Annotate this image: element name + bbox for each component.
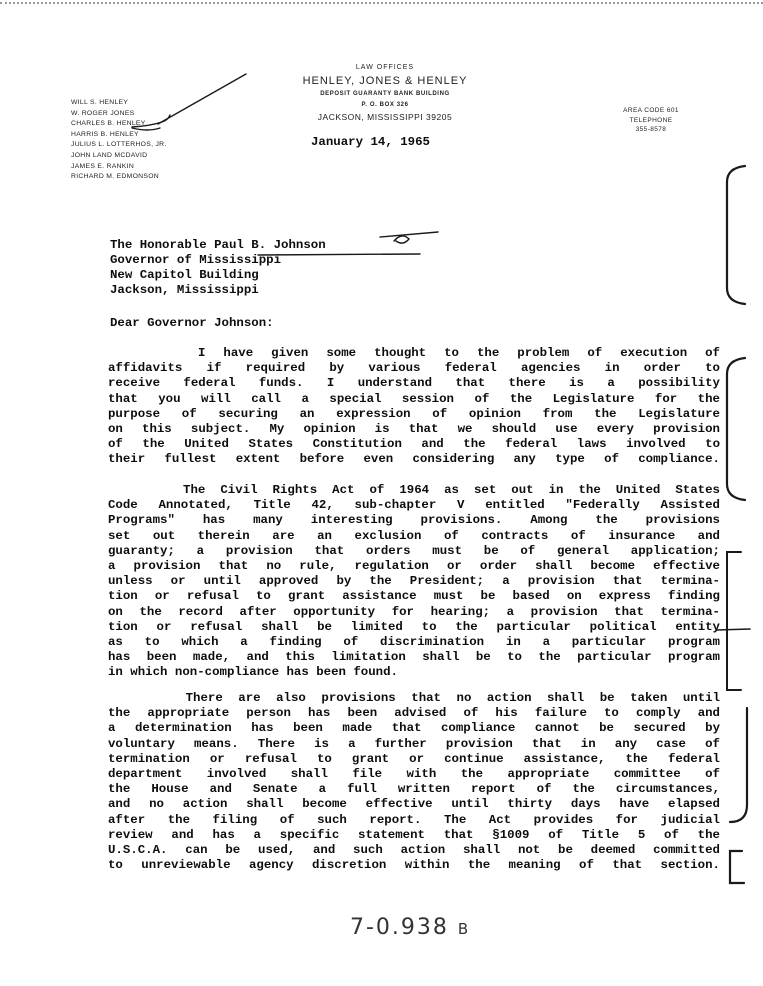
firm-contact bbox=[606, 106, 696, 135]
area-code: AREA CODE 601 bbox=[623, 107, 679, 114]
signature-flourish bbox=[380, 232, 438, 237]
text-line: set out therein are an exclusion of contracts of insurance and bbox=[108, 528, 720, 543]
partner-name: RICHARD M. EDMONSON bbox=[71, 173, 160, 181]
margin-bracket-2 bbox=[727, 358, 745, 500]
text-line: of the United States Constitution and the federal laws involved to bbox=[108, 437, 720, 452]
partner-name: JULIUS L. LOTTERHOS, JR. bbox=[71, 141, 167, 149]
text-line: that you will call a special session of the Legislature for the bbox=[108, 391, 720, 406]
partner-name: W. ROGER JONES bbox=[71, 109, 135, 117]
text-line: unless or until approved by the President; a provision that termina- bbox=[108, 574, 720, 589]
text-line: purpose of securing an expression of opinion from the Legislature bbox=[108, 406, 720, 421]
firm-city: JACKSON, MISSISSIPPI 39205 bbox=[317, 112, 453, 122]
telephone-number: 355-8578 bbox=[635, 126, 667, 133]
po-box: P. O. BOX 326 bbox=[361, 102, 409, 108]
addressee-block bbox=[110, 238, 326, 298]
text-line: in which non-compliance has been found. bbox=[108, 665, 398, 680]
partner-name: HARRIS B. HENLEY bbox=[71, 130, 139, 138]
text-line: guaranty; a provision that orders must be of general application; bbox=[108, 543, 720, 558]
text-line: to unreviewable agency discretion within the meaning of that section. bbox=[108, 858, 720, 873]
text-line: on this subject. My opinion is that we should use every provision bbox=[108, 422, 720, 437]
pen-stroke-mark bbox=[158, 74, 246, 124]
handwritten-document-number bbox=[350, 915, 470, 940]
text-line: There are also provisions that no action shall be taken until bbox=[108, 691, 720, 705]
paragraph-1 bbox=[108, 346, 720, 468]
partner-name: JOHN LAND MCDAVID bbox=[71, 151, 148, 159]
text-line: a determination has been made that compliance cannot be secured by bbox=[108, 721, 720, 736]
telephone-label: TELEPHONE bbox=[629, 116, 673, 124]
text-line: Code Annotated, Title 42, sub-chapter V entitled "Federally Assisted bbox=[108, 498, 720, 513]
firm-name: HENLEY, JONES & HENLEY bbox=[302, 75, 468, 87]
margin-bracket-1 bbox=[727, 166, 745, 304]
text-line: as to which a finding of discrimination in a particular program bbox=[108, 635, 720, 650]
addressee-line: Governor of Mississippi bbox=[110, 253, 282, 267]
text-line: tion or refusal to grant assistance must be based on express finding bbox=[108, 589, 720, 604]
partner-name: WILL S. HENLEY bbox=[71, 99, 129, 106]
margin-bracket-3 bbox=[727, 552, 741, 690]
text-line: and no action shall become effective until thirty days have elapsed bbox=[108, 797, 720, 812]
letter-date: January 14, 1965 bbox=[311, 135, 430, 149]
partner-list bbox=[71, 98, 167, 183]
margin-tick-mark bbox=[717, 629, 750, 630]
document-number: 7-0.938 bbox=[350, 915, 449, 940]
text-line: The Civil Rights Act of 1964 as set out in the United States bbox=[108, 483, 720, 497]
document-suffix: B bbox=[457, 920, 471, 938]
text-line: Programs" has many interesting provisions. Among the provisions bbox=[108, 513, 720, 528]
margin-bracket-4 bbox=[730, 708, 747, 822]
addressee-line: New Capitol Building bbox=[110, 268, 259, 282]
text-line: tion or refusal shall be limited to the particular political entity bbox=[108, 619, 720, 634]
text-line: the appropriate person has been advised of his failure to comply and bbox=[108, 706, 720, 721]
text-line: a provision that no rule, regulation or order shall become effective bbox=[108, 559, 720, 574]
law-offices-label: LAW OFFICES bbox=[355, 64, 415, 71]
paragraph-2 bbox=[108, 483, 720, 681]
signature-loop bbox=[394, 236, 409, 243]
text-line: U.S.C.A. can be used, and such action shall not be deemed committed bbox=[108, 843, 720, 858]
addressee-line: Jackson, Mississippi bbox=[110, 283, 259, 297]
paragraph-3 bbox=[108, 691, 720, 873]
building-name: DEPOSIT GUARANTY BANK BUILDING bbox=[320, 91, 450, 97]
partner-name: CHARLES B. HENLEY bbox=[71, 120, 146, 128]
text-line: after the filing of such report. The Act provides for judicial bbox=[108, 812, 720, 827]
text-line: I have given some thought to the problem of execution of bbox=[108, 346, 720, 360]
text-line: receive federal funds. I understand that there is a possibility bbox=[108, 376, 720, 391]
text-line: voluntary means. There is a further provision that in any case of bbox=[108, 736, 720, 751]
text-line: their fullest extent before even considering any type of compliance. bbox=[108, 452, 720, 467]
text-line: termination or refusal to grant or continue assistance, the federal bbox=[108, 751, 720, 766]
firm-letterhead bbox=[270, 62, 500, 124]
text-line: on the record after opportunity for hearing; a provision that termina- bbox=[108, 604, 720, 619]
text-line: review and has a specific statement that §1009 of Title 5 of the bbox=[108, 827, 720, 842]
text-line: department involved shall file with the appropriate committee of bbox=[108, 767, 720, 782]
addressee-line: The Honorable Paul B. Johnson bbox=[110, 238, 326, 252]
text-line: affidavits if required by various federal agencies in order to bbox=[108, 361, 720, 376]
scan-edge-dotted-line bbox=[0, 2, 763, 4]
partner-name: JAMES E. RANKIN bbox=[71, 162, 135, 170]
text-line: has been made, and this limitation shall be to the particular program bbox=[108, 650, 720, 665]
salutation: Dear Governor Johnson: bbox=[110, 316, 274, 330]
margin-bracket-5 bbox=[730, 851, 744, 883]
text-line: the House and Senate a full written report of the circumstances, bbox=[108, 782, 720, 797]
